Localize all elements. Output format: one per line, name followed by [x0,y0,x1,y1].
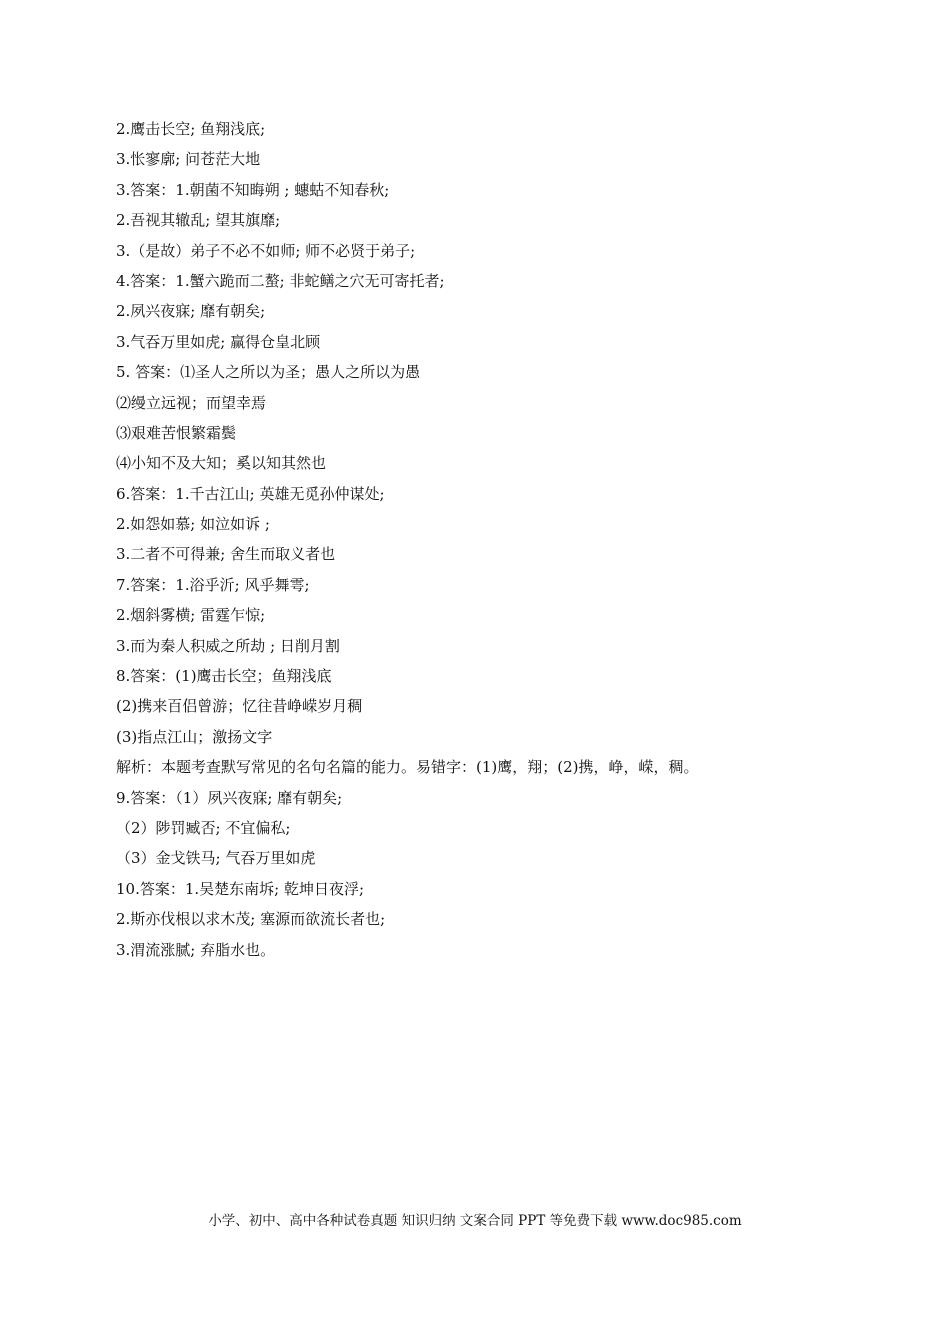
text-line: 2.如怨如慕; 如泣如诉 ; [116,515,270,534]
text-line: 3.二者不可得兼; 舍生而取义者也 [116,545,336,564]
text-line: (2)携来百侣曾游；忆往昔峥嵘岁月稠 [116,697,363,716]
text-line: 5. 答案：⑴圣人之所以为圣；愚人之所以为愚 [116,363,421,382]
text-line: 2.夙兴夜寐; 靡有朝矣; [116,302,266,321]
text-line: 10.答案：1.吴楚东南坼; 乾坤日夜浮; [116,879,365,898]
text-line: 8.答案：(1)鹰击长空；鱼翔浅底 [116,667,332,686]
text-line: 4.答案：1.蟹六跪而二螯; 非蛇鳝之穴无可寄托者; [116,271,445,290]
answer-text-block [116,114,876,965]
text-line: 3.（是故）弟子不必不如师; 师不必贤于弟子; [116,241,416,260]
text-line: 3.渭流涨腻; 弃脂水也。 [116,940,276,959]
text-line: 3.答案：1.朝菌不知晦朔 ; 蟪蛄不知春秋; [116,180,390,199]
text-line: 2.鹰击长空; 鱼翔浅底; [116,120,266,138]
text-line: 3.而为秦人积威之所劫 ; 日削月割 [116,636,340,655]
text-line: （3）金戈铁马; 气吞万里如虎 [116,849,316,868]
text-line: ⑶艰难苦恨繁霜鬓 [116,423,237,442]
text-line: 3.气吞万里如虎; 赢得仓皇北顾 [116,332,321,351]
text-line: 9.答案：（1）夙兴夜寐; 靡有朝矣; [116,788,343,807]
analysis-line: 解析：本题考查默写常见的名句名篇的能力。易错字：(1)鹰，翔；(2)携，峥，嵘，稠。 [116,758,699,777]
text-line: ⑷小知不及大知；奚以知其然也 [116,454,327,473]
text-line: 2.烟斜雾横; 雷霆乍惊; [116,606,266,625]
text-line: 2.吾视其辙乱; 望其旗靡; [116,211,281,230]
text-line: 7.答案：1.浴乎沂; 风乎舞雩; [116,575,310,594]
text-line: 6.答案：1.千古江山; 英雄无觅孙仲谋处; [116,484,385,503]
text-line: 2.斯亦伐根以求木茂; 塞源而欲流长者也; [116,910,386,929]
text-line: 3.怅寥廓; 问苍茫大地 [116,150,261,169]
text-line: （2）陟罚臧否; 不宜偏私; [116,818,291,837]
page-footer: 小学、初中、高中各种试卷真题 知识归纳 文案合同 PPT 等免费下载 www.doc985.com [208,1213,742,1229]
text-line: (3)指点江山；激扬文字 [116,727,273,746]
text-line: ⑵缦立远视；而望幸焉 [116,393,267,412]
